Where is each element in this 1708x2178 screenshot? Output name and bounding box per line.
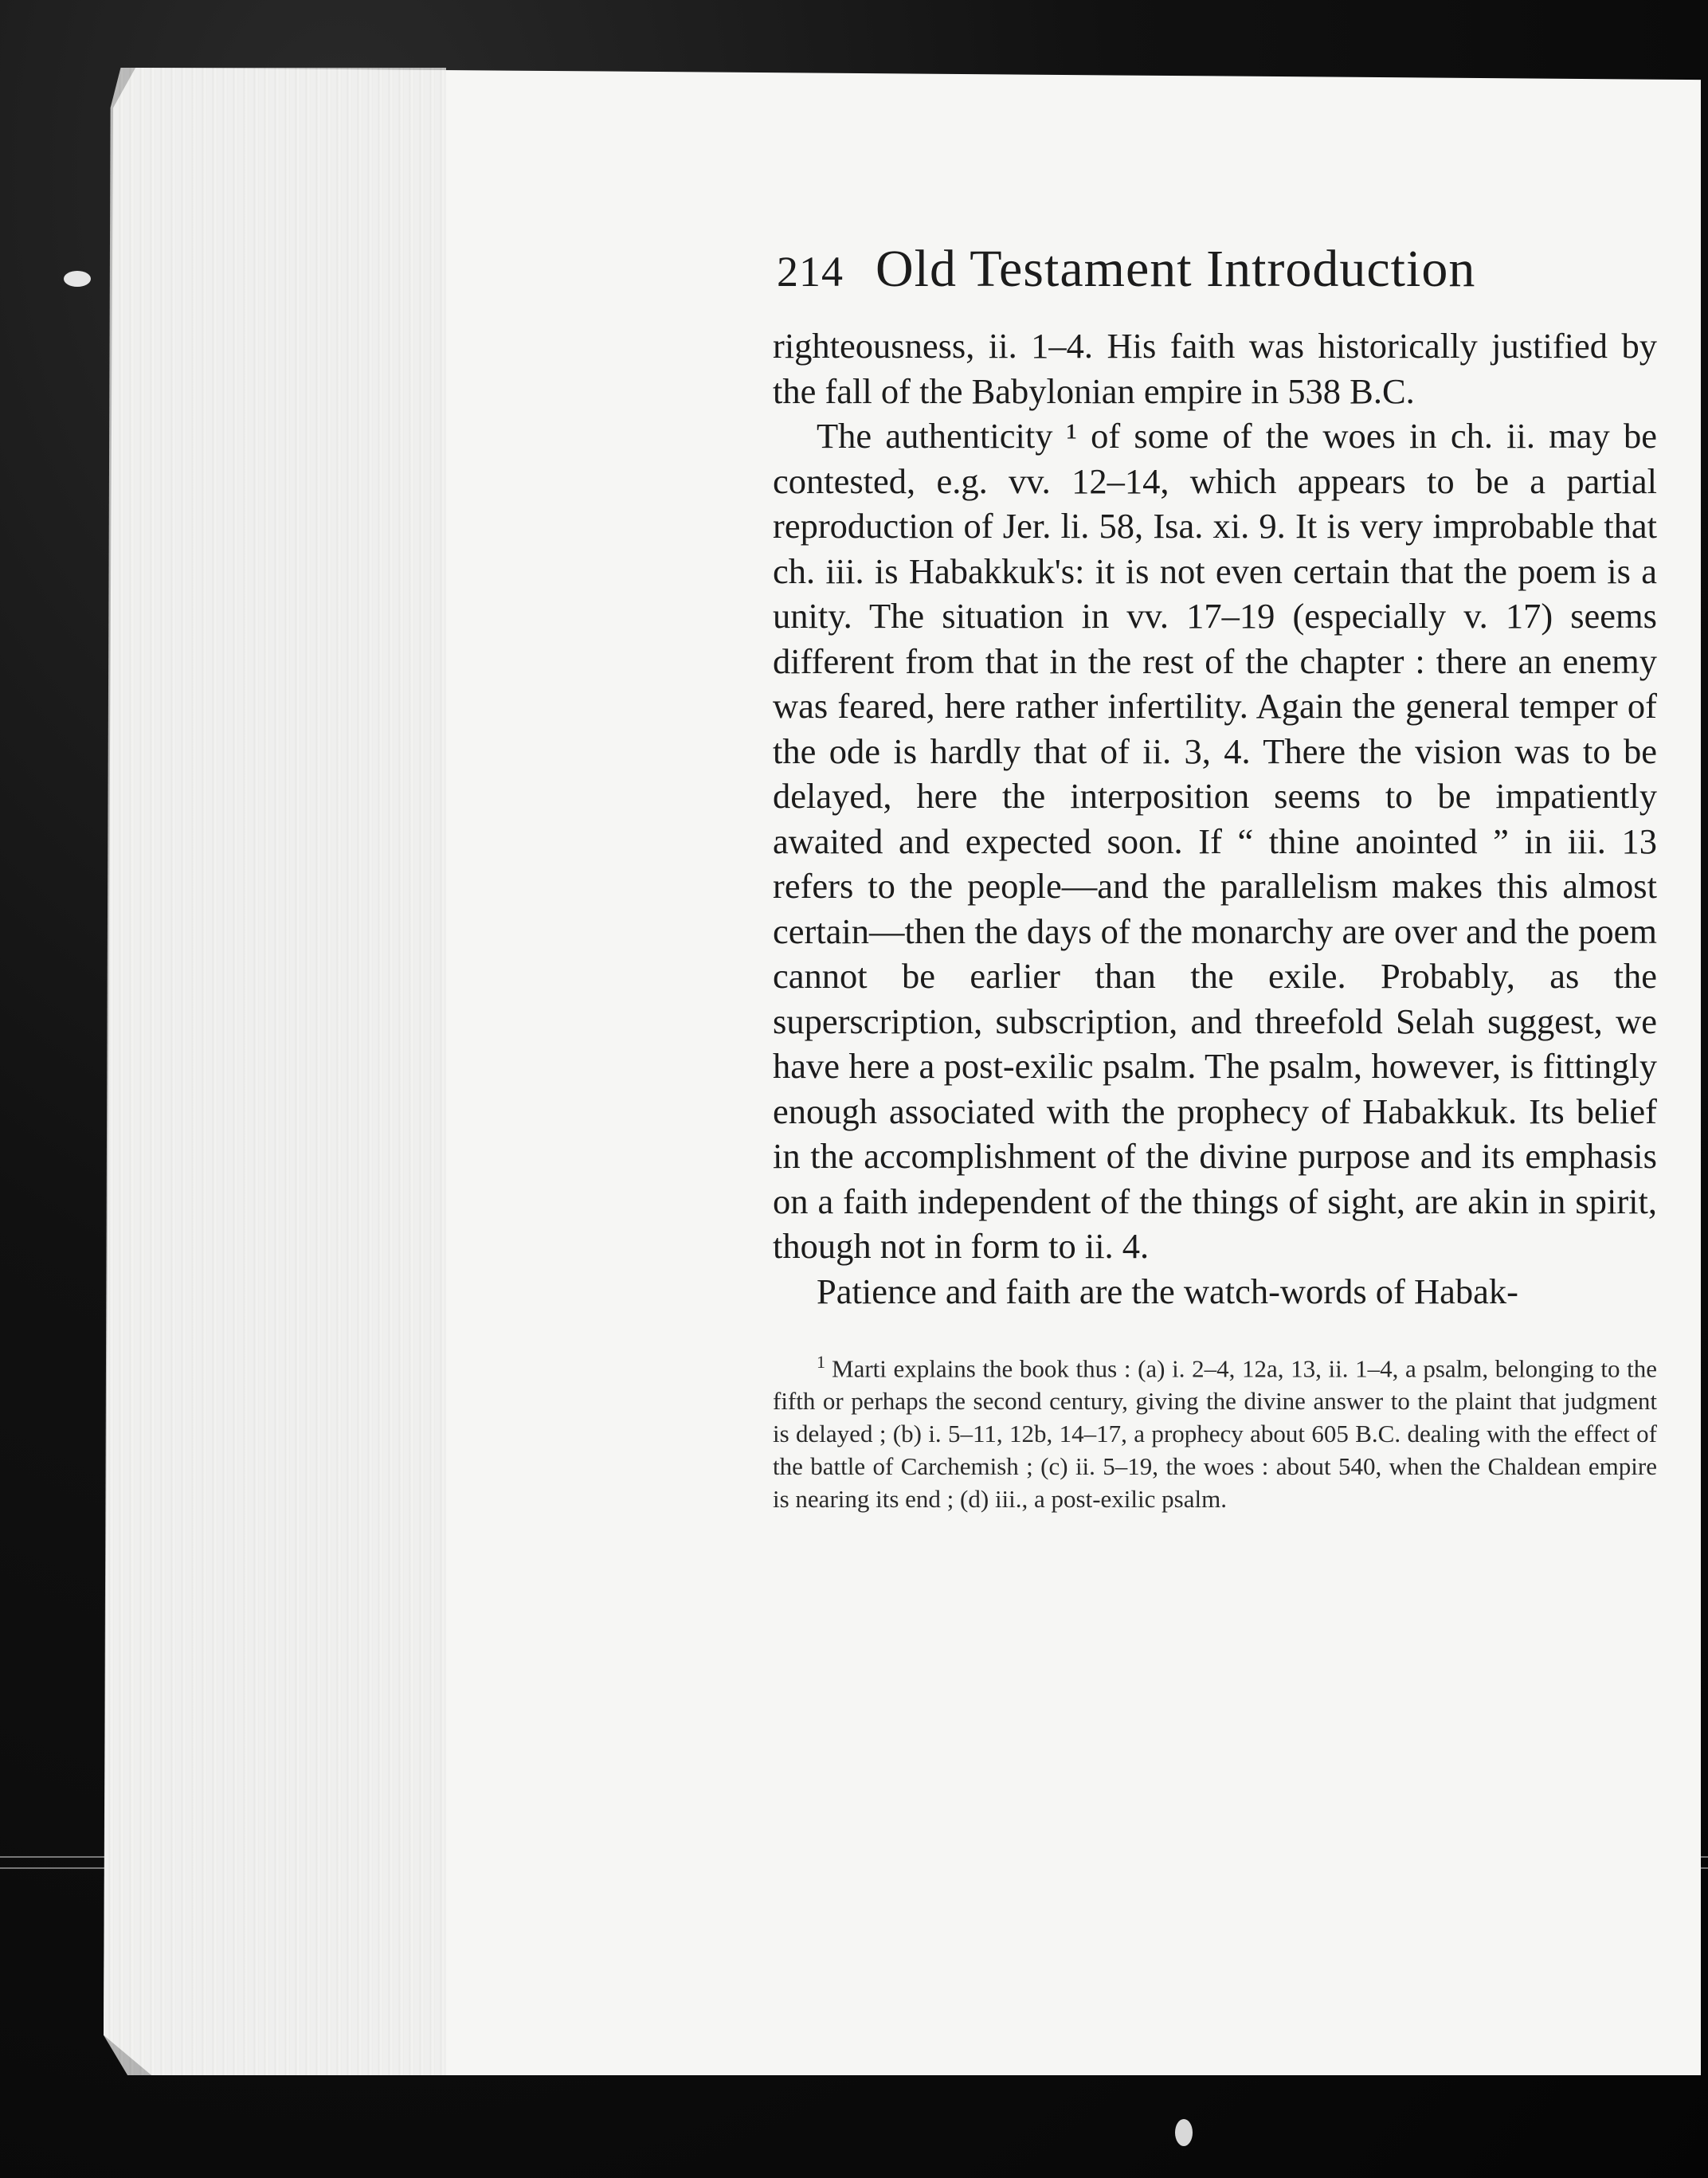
dust-speck [64,271,91,287]
paragraph: righteousness, ii. 1–4. His faith was historically justified by the fall of the Babylonian empire in 538 B.C. [773,326,1657,411]
paragraph: The authenticity ¹ of some of the woes in ch. ii. may be contested, e.g. vv. 12–14, which appears to be a partial reproduction of Jer. li. 58, Isa. xi. 9. It is very improbable that ch. iii. is Habakkuk's: it is not even certain that the poem is a unity. The situation in vv. 17–19 (especially v. 17) seems different from that in the rest of the chapter : there an enemy was feared, here rather infertility. Again the general temper of the ode is hardly that of ii. 3, 4. There the vision was to be delayed, here the interposition seems to be impatiently awaited and expected soon. If “ thine anointed ” in iii. 13 refers to the people—and the parallelism makes this almost certain—then the days of the monarchy are over and the poem cannot be earlier than the exile. Probably, as the superscription, subscription, and threefold Selah suggest, we have here a post-exilic psalm. The psalm, however, is fittingly enough associated with the prophecy of Habakkuk. Its belief in the accomplishment of the divine purpose and its emphasis on a faith independent of the things of sight, are akin in spirit, though not in form to ii. 4. [773,416,1657,1266]
page-number: 214 [777,248,844,296]
page-edges [104,68,446,2075]
footnote-text: Marti explains the book thus : (a) i. 2–4, 12a, 13, ii. 1–4, a psalm, belonging to the fifth or perhaps the second century, giving the divine answer to the plaint that judgment is delayed ; (b) i. 5–11, 12b, 14–17, a prophecy about 605 B.C. dealing with the effect of the battle of Carchemish ; (c) ii. 5–19, the woes : about 540, when the Chaldean empire is nearing its end ; (d) iii., a post-exilic psalm. [773,1354,1657,1514]
page-text [773,239,1657,1515]
paragraph: Patience and faith are the watch-words of Habak- [817,1271,1518,1311]
footnote [773,1346,1657,1515]
running-title: Old Testament Introduction [876,240,1476,298]
running-head [777,239,1657,300]
dust-speck [1175,2119,1193,2146]
footnote-marker: 1 [817,1352,825,1372]
